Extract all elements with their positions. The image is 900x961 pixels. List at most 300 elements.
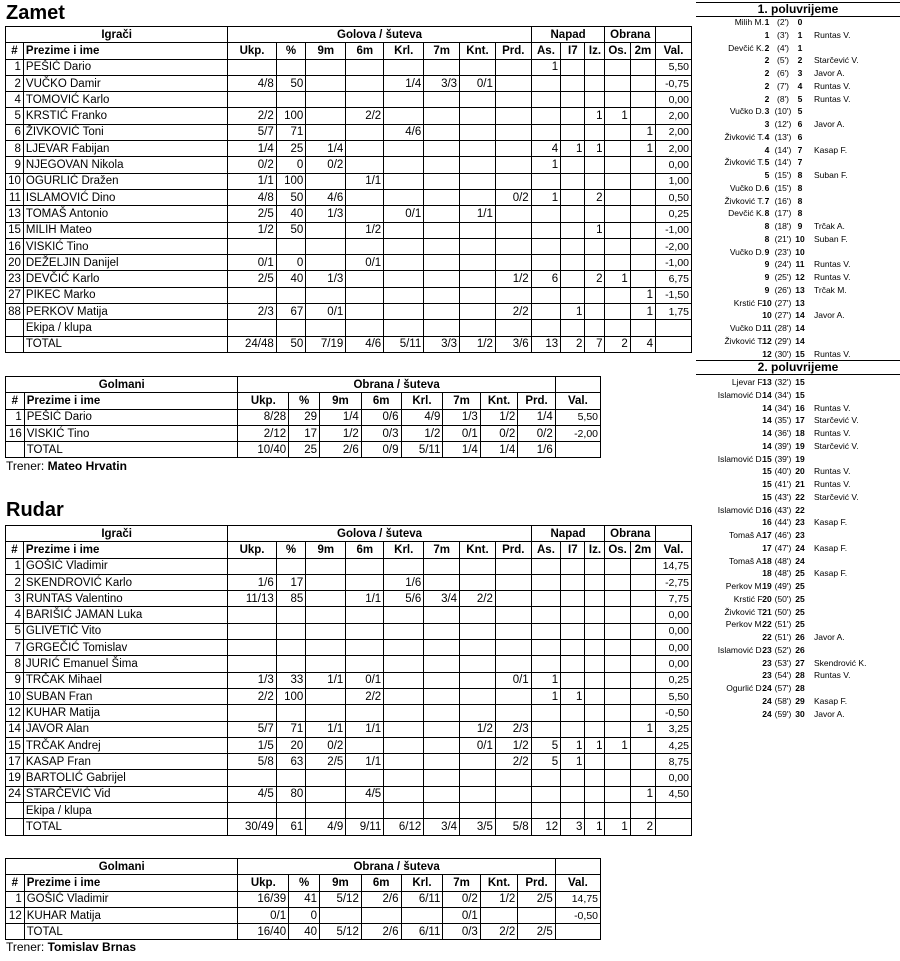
cell: 0,00	[656, 607, 692, 623]
zamet-score: 15	[762, 491, 772, 502]
zamet-scorer: Vučko D.	[729, 323, 764, 333]
player-row	[6, 672, 692, 688]
cell	[495, 108, 531, 124]
cell	[495, 656, 531, 672]
cell: GOŠIĆ Vladimir	[23, 558, 227, 574]
column-header: Ukp.	[228, 542, 276, 558]
cell: 2	[605, 336, 630, 352]
column-header: Krl.	[401, 393, 443, 409]
cell	[605, 75, 630, 91]
cell: 14,75	[555, 891, 600, 907]
cell	[630, 173, 655, 189]
gk-group-empty	[555, 859, 600, 875]
column-header: I7	[561, 43, 585, 59]
cell: 2	[585, 271, 605, 287]
cell: 1	[531, 672, 561, 688]
cell: 85	[276, 591, 306, 607]
cell: 16/40	[238, 924, 289, 940]
cell	[561, 558, 585, 574]
rudar-score: 8	[797, 195, 803, 206]
column-header: As.	[531, 542, 561, 558]
cell: PEŠIĆ Dario	[24, 409, 238, 425]
player-row	[6, 222, 692, 238]
goal-minute: (32')	[774, 377, 792, 387]
cell	[306, 803, 346, 819]
zamet-scorer: Ogurlić D.	[726, 683, 764, 693]
zamet-score: 10	[762, 310, 772, 321]
cell	[531, 558, 561, 574]
cell	[306, 238, 346, 254]
cell	[424, 640, 460, 656]
zamet-score: 8	[764, 233, 770, 244]
cell	[605, 59, 630, 75]
cell: 10	[6, 173, 24, 189]
column-header: %	[289, 875, 320, 891]
rudar-scorer: Skendrović K.	[814, 657, 867, 668]
cell: 0/1	[228, 255, 276, 271]
goal-minute: (27')	[774, 310, 792, 321]
cell	[495, 688, 531, 704]
rudar-scorer: Runtas V.	[814, 259, 851, 270]
cell	[605, 173, 630, 189]
zamet-score: 17	[762, 542, 772, 553]
cell: 2/5	[228, 271, 276, 287]
player-row	[6, 255, 692, 271]
cell	[630, 656, 655, 672]
cell: 1	[630, 124, 655, 140]
cell: 50	[276, 75, 306, 91]
rudar-score: 1	[797, 42, 803, 53]
cell	[346, 92, 384, 108]
cell: 13	[6, 206, 24, 222]
goal-minute: (40')	[774, 466, 792, 477]
score-event	[696, 491, 900, 503]
zamet-scorer: Živković T.	[724, 335, 764, 346]
zamet-score: 22	[762, 632, 772, 642]
rudar-score: 5	[797, 106, 803, 117]
cell: 1/2	[460, 721, 496, 737]
zamet-scorer: Perkov M.	[725, 581, 764, 591]
cell: 1	[6, 409, 25, 425]
score-event	[696, 376, 900, 388]
cell	[276, 287, 306, 303]
zamet-score: 20	[762, 593, 772, 604]
cell: 0,00	[656, 157, 692, 173]
score-event	[696, 131, 900, 143]
zamet-score: 15	[762, 453, 772, 464]
rudar-scorer: Runtas V.	[814, 80, 851, 91]
cell: 50	[276, 336, 306, 352]
column-header: 7m	[443, 393, 480, 409]
cell: 2	[6, 574, 24, 590]
cell: 50	[276, 222, 306, 238]
cell: STARČEVIĆ Vid	[23, 786, 227, 802]
cell	[605, 287, 630, 303]
cell: 29	[289, 409, 320, 425]
zamet-score: 14	[762, 402, 772, 413]
cell	[346, 705, 384, 721]
cell: 100	[276, 108, 306, 124]
cell	[460, 786, 496, 802]
cell: 2/6	[319, 442, 361, 458]
score-event	[696, 504, 900, 516]
cell	[276, 656, 306, 672]
rudar-score: 24	[795, 555, 805, 566]
cell	[346, 574, 384, 590]
cell: 6	[6, 124, 24, 140]
cell: 0,00	[656, 770, 692, 786]
rudar-scorer: Javor A.	[814, 68, 845, 78]
cell	[424, 770, 460, 786]
cell: 1/3	[443, 409, 480, 425]
zamet-score: 3	[764, 106, 770, 117]
cell	[585, 721, 605, 737]
cell	[561, 803, 585, 819]
cell	[630, 672, 655, 688]
goal-minute: (35')	[774, 415, 792, 426]
cell	[531, 574, 561, 590]
goal-minute: (46')	[774, 530, 792, 540]
zamet-score: 14	[762, 428, 772, 438]
team2-coach: Trener: Tomislav Brnas	[6, 940, 137, 954]
cell	[561, 173, 585, 189]
cell: 1	[561, 688, 585, 704]
cell	[384, 320, 424, 336]
cell: 1/1	[346, 591, 384, 607]
cell: 2,00	[656, 108, 692, 124]
rudar-score: 20	[795, 466, 805, 477]
player-row	[6, 721, 692, 737]
cell: 1/4	[384, 75, 424, 91]
rudar-scorer: Starčević V.	[814, 415, 859, 426]
player-row	[6, 157, 692, 173]
cell: 1/3	[306, 271, 346, 287]
rudar-scorer: Runtas V.	[814, 479, 851, 489]
zamet-scorer: Živković T.	[724, 606, 764, 617]
cell	[630, 157, 655, 173]
cell: 0,00	[656, 656, 692, 672]
cell: 0/1	[346, 672, 384, 688]
zamet-score: 2	[764, 93, 770, 104]
zamet-score: 16	[762, 504, 772, 515]
goal-minute: (43')	[774, 491, 792, 502]
cell	[495, 206, 531, 222]
cell: TOMAŠ Antonio	[23, 206, 227, 222]
cell	[384, 222, 424, 238]
cell: 1/6	[228, 574, 276, 590]
cell	[384, 304, 424, 320]
cell: 0/2	[495, 189, 531, 205]
cell	[585, 770, 605, 786]
cell: TRČAK Andrej	[23, 737, 227, 753]
zamet-score: 21	[762, 606, 772, 617]
column-header: Prd.	[495, 43, 531, 59]
team1-goalkeeper-table	[5, 376, 601, 458]
cell: 15	[6, 222, 24, 238]
cell	[630, 737, 655, 753]
goal-minute: (14')	[774, 144, 792, 155]
cell	[495, 640, 531, 656]
cell: 100	[276, 688, 306, 704]
score-event	[696, 555, 900, 567]
cell: 16	[6, 425, 25, 441]
column-header: Prd.	[518, 875, 556, 891]
cell	[630, 255, 655, 271]
rudar-scorer: Kasap F.	[814, 144, 848, 155]
cell	[424, 737, 460, 753]
rudar-score: 13	[795, 284, 805, 295]
goal-minute: (28')	[774, 323, 792, 333]
cell: 5/7	[228, 721, 276, 737]
cell	[228, 607, 276, 623]
cell: 1/6	[518, 442, 556, 458]
cell	[531, 705, 561, 721]
score-event	[696, 618, 900, 630]
cell: 1/4	[443, 442, 480, 458]
score-event	[696, 389, 900, 401]
score-event	[696, 105, 900, 117]
cell: 25	[289, 442, 320, 458]
zamet-score: 9	[764, 284, 770, 295]
column-header: Krl.	[384, 542, 424, 558]
rudar-score: 19	[795, 440, 805, 451]
cell	[346, 157, 384, 173]
cell	[630, 688, 655, 704]
cell: 1/4	[480, 442, 517, 458]
cell	[495, 607, 531, 623]
cell	[585, 238, 605, 254]
zamet-score: 17	[762, 530, 772, 540]
cell	[495, 786, 531, 802]
column-header: 6m	[361, 393, 401, 409]
cell: 3,25	[656, 721, 692, 737]
cell: 7	[585, 336, 605, 352]
zamet-score: 14	[762, 389, 772, 400]
rudar-score: 25	[795, 581, 805, 591]
cell	[6, 320, 24, 336]
score-event	[696, 118, 900, 130]
player-row	[6, 141, 692, 157]
goal-minute: (25')	[774, 272, 792, 282]
cell	[384, 640, 424, 656]
player-row	[6, 786, 692, 802]
team1-player-table	[5, 26, 692, 353]
cell: Ekipa / klupa	[23, 320, 227, 336]
cell	[460, 640, 496, 656]
column-header: Os.	[605, 43, 630, 59]
cell: JAVOR Alan	[23, 721, 227, 737]
cell	[495, 770, 531, 786]
zamet-score: 2	[764, 42, 770, 53]
cell	[6, 442, 25, 458]
goal-minute: (51')	[774, 632, 792, 642]
cell	[384, 157, 424, 173]
cell	[424, 173, 460, 189]
cell: 0,25	[656, 206, 692, 222]
score-event	[696, 516, 900, 528]
rudar-score: 7	[797, 144, 803, 155]
cell	[656, 336, 692, 352]
rudar-score: 25	[795, 619, 805, 630]
cell	[346, 75, 384, 91]
cell	[306, 59, 346, 75]
score-event	[696, 440, 900, 452]
cell: TOTAL	[24, 442, 238, 458]
player-row	[6, 656, 692, 672]
rudar-score: 8	[797, 208, 803, 219]
rudar-scorer: Javor A.	[814, 119, 845, 129]
goalkeeper-row	[6, 425, 601, 441]
cell	[460, 688, 496, 704]
column-header: Ukp.	[238, 393, 289, 409]
cell	[561, 672, 585, 688]
cell: PERKOV Matija	[23, 304, 227, 320]
cell	[384, 59, 424, 75]
cell: 5/11	[384, 336, 424, 352]
column-header: Val.	[555, 875, 600, 891]
cell	[585, 75, 605, 91]
column-header: As.	[531, 43, 561, 59]
cell: 3	[6, 591, 24, 607]
cell	[460, 574, 496, 590]
rudar-score: 7	[797, 157, 803, 168]
column-header: 9m	[319, 393, 361, 409]
second-half-header: 2. poluvrijeme	[696, 360, 900, 375]
score-event	[696, 182, 900, 194]
goal-minute: (27')	[774, 297, 792, 308]
cell	[276, 558, 306, 574]
zamet-score: 3	[764, 119, 770, 129]
cell	[585, 59, 605, 75]
cell: 2/2	[495, 304, 531, 320]
cell	[630, 271, 655, 287]
cell: 1	[6, 891, 25, 907]
cell	[384, 705, 424, 721]
cell: 16/39	[238, 891, 289, 907]
player-row	[6, 574, 692, 590]
rudar-score: 14	[795, 335, 805, 346]
rudar-score: 0	[797, 17, 803, 27]
score-event	[696, 542, 900, 554]
cell: 1/4	[228, 141, 276, 157]
cell: 3/4	[424, 591, 460, 607]
cell	[276, 607, 306, 623]
cell: 2/5	[518, 924, 556, 940]
cell: 4/5	[228, 786, 276, 802]
goal-minute: (44')	[774, 517, 792, 528]
cell	[424, 108, 460, 124]
cell	[531, 640, 561, 656]
cell: 0/3	[443, 924, 480, 940]
rudar-score: 4	[797, 80, 803, 91]
goal-minute: (49')	[774, 581, 792, 591]
cell: 1/2	[228, 222, 276, 238]
cell: 0/3	[361, 425, 401, 441]
cell	[424, 721, 460, 737]
cell: 5,50	[555, 409, 600, 425]
cell	[561, 591, 585, 607]
column-header: Iz.	[585, 542, 605, 558]
cell	[424, 238, 460, 254]
cell	[384, 656, 424, 672]
cell: ISLAMOVIĆ Dino	[23, 189, 227, 205]
cell: 8	[6, 656, 24, 672]
zamet-score: 4	[764, 131, 770, 142]
zamet-score: 7	[764, 195, 770, 206]
zamet-score: 14	[762, 415, 772, 426]
rudar-score: 25	[795, 568, 805, 579]
cell: 1/1	[228, 173, 276, 189]
cell: 0,00	[656, 640, 692, 656]
goal-minute: (50')	[774, 606, 792, 617]
cell: 1/2	[480, 891, 517, 907]
rudar-score: 3	[797, 68, 803, 78]
player-row	[6, 92, 692, 108]
cell: 1	[605, 737, 630, 753]
cell: 1	[585, 141, 605, 157]
score-event	[696, 195, 900, 207]
player-row	[6, 737, 692, 753]
player-row	[6, 304, 692, 320]
cell	[384, 607, 424, 623]
cell: 40	[276, 206, 306, 222]
cell: 1/4	[306, 141, 346, 157]
score-event	[696, 402, 900, 414]
cell	[561, 189, 585, 205]
cell	[346, 558, 384, 574]
cell	[6, 924, 25, 940]
cell: 3/4	[424, 819, 460, 835]
cell	[460, 287, 496, 303]
cell	[495, 558, 531, 574]
cell	[605, 656, 630, 672]
cell	[531, 304, 561, 320]
player-row	[6, 754, 692, 770]
zamet-scorer: Islamović D.	[717, 644, 764, 655]
cell	[424, 574, 460, 590]
score-event	[696, 42, 900, 54]
zamet-scorer: Devčić K.	[728, 42, 764, 53]
goal-minute: (13')	[774, 131, 792, 142]
player-row	[6, 124, 692, 140]
gk-group-title: Golmani	[6, 377, 238, 393]
cell	[531, 206, 561, 222]
goal-minute: (51')	[774, 619, 792, 630]
player-row	[6, 108, 692, 124]
cell: 24	[6, 786, 24, 802]
cell: 4,50	[656, 786, 692, 802]
gk-group-empty	[555, 377, 600, 393]
cell: 0	[289, 907, 320, 923]
cell: 2,00	[656, 124, 692, 140]
cell: 3/3	[424, 75, 460, 91]
cell: 9	[6, 672, 24, 688]
cell: RUNTAS Valentino	[23, 591, 227, 607]
cell	[585, 558, 605, 574]
cell	[531, 623, 561, 639]
cell: 8,75	[656, 754, 692, 770]
score-event	[696, 529, 900, 541]
cell	[306, 75, 346, 91]
cell: 67	[276, 304, 306, 320]
cell: 1	[6, 558, 24, 574]
rudar-score: 26	[795, 644, 805, 655]
zamet-score: 9	[764, 246, 770, 257]
cell	[384, 271, 424, 287]
cell: 1	[585, 222, 605, 238]
zamet-score: 18	[762, 555, 772, 566]
rudar-scorer: Javor A.	[814, 632, 845, 642]
